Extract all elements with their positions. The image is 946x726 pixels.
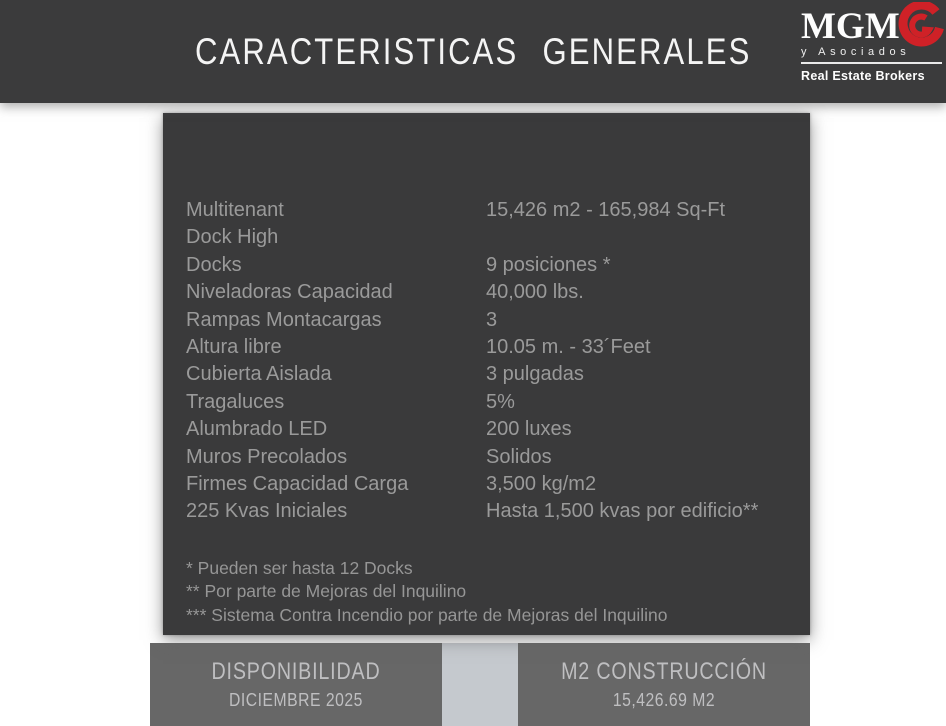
footnote-3: *** Sistema Contra Incendio por parte de Mejoras del Inquilino: [186, 604, 668, 625]
mgm-swirl-icon: [896, 2, 944, 50]
spec-value: 3: [486, 308, 498, 331]
spec-label: Multitenant: [186, 199, 284, 221]
construction-box: [518, 643, 810, 726]
spec-value: 3,500 kg/m2: [486, 473, 597, 496]
spec-label: Alumbrado LED: [186, 418, 328, 441]
specs-card: [163, 113, 810, 635]
availability-box: [150, 643, 442, 726]
spec-value: 9 posiciones *: [486, 253, 611, 276]
logo-divider: [801, 62, 942, 64]
spec-label: Firmes Capacidad Carga: [186, 473, 409, 496]
logo-wordmark-row: [801, 7, 942, 47]
construction-title: M2 CONSTRUCCIÓN: [561, 658, 767, 685]
logo-subtitle: y Asociados: [801, 46, 911, 58]
logo-tagline: Real Estate Brokers: [801, 69, 925, 83]
spec-value: 15,426 m2 - 165,984 Sq-Ft: [486, 199, 726, 221]
spec-value: 40,000 lbs.: [486, 281, 584, 304]
spec-label: Cubierta Aislada: [186, 363, 332, 386]
spec-row-docks: [186, 252, 792, 279]
spec-row-dock-high: [186, 224, 792, 251]
spec-row-kvas: [186, 498, 792, 525]
spec-row-multitenant: [186, 197, 792, 224]
spec-row-tragaluces: [186, 389, 792, 416]
spec-value: 5%: [486, 390, 515, 413]
spec-value: 10.05 m. - 33´Feet: [486, 336, 651, 359]
spec-label: 225 Kvas Iniciales: [186, 500, 348, 523]
spec-label: Docks: [186, 253, 242, 276]
spec-row-firmes: [186, 471, 792, 498]
footnote-1: * Pueden ser hasta 12 Docks: [186, 557, 413, 578]
mgm-logo: [801, 7, 942, 83]
logo-wordmark: MGM: [801, 6, 900, 47]
spec-label: Tragaluces: [186, 390, 285, 413]
spec-row-muros: [186, 444, 792, 471]
construction-value: 15,426.69 M2: [612, 689, 716, 710]
spec-label: Dock High: [186, 226, 279, 249]
header-bar: [0, 0, 946, 103]
spec-label: Altura libre: [186, 336, 282, 359]
page-title: CARACTERISTICAS GENERALES: [194, 30, 752, 72]
spec-rows: [186, 197, 792, 526]
spec-label: Rampas Montacargas: [186, 308, 382, 331]
spec-value: 3 pulgadas: [486, 363, 584, 386]
footnotes: [186, 557, 792, 627]
footer-strip: [150, 643, 810, 726]
spec-value: 200 luxes: [486, 418, 572, 441]
footnote-2: ** Por parte de Mejoras del Inquilino: [186, 581, 467, 602]
spec-row-cubierta: [186, 361, 792, 388]
spec-row-niveladoras: [186, 279, 792, 306]
spec-row-rampas: [186, 307, 792, 334]
availability-title: DISPONIBILIDAD: [211, 658, 381, 685]
spec-label: Niveladoras Capacidad: [186, 281, 393, 304]
spec-value: Hasta 1,500 kvas por edificio**: [486, 500, 759, 523]
spec-row-altura-libre: [186, 334, 792, 361]
spec-label: Muros Precolados: [186, 445, 348, 468]
spec-value: Solidos: [486, 445, 552, 468]
spec-row-alumbrado: [186, 416, 792, 443]
availability-value: DICIEMBRE 2025: [229, 689, 363, 710]
spec-value: [486, 224, 792, 251]
